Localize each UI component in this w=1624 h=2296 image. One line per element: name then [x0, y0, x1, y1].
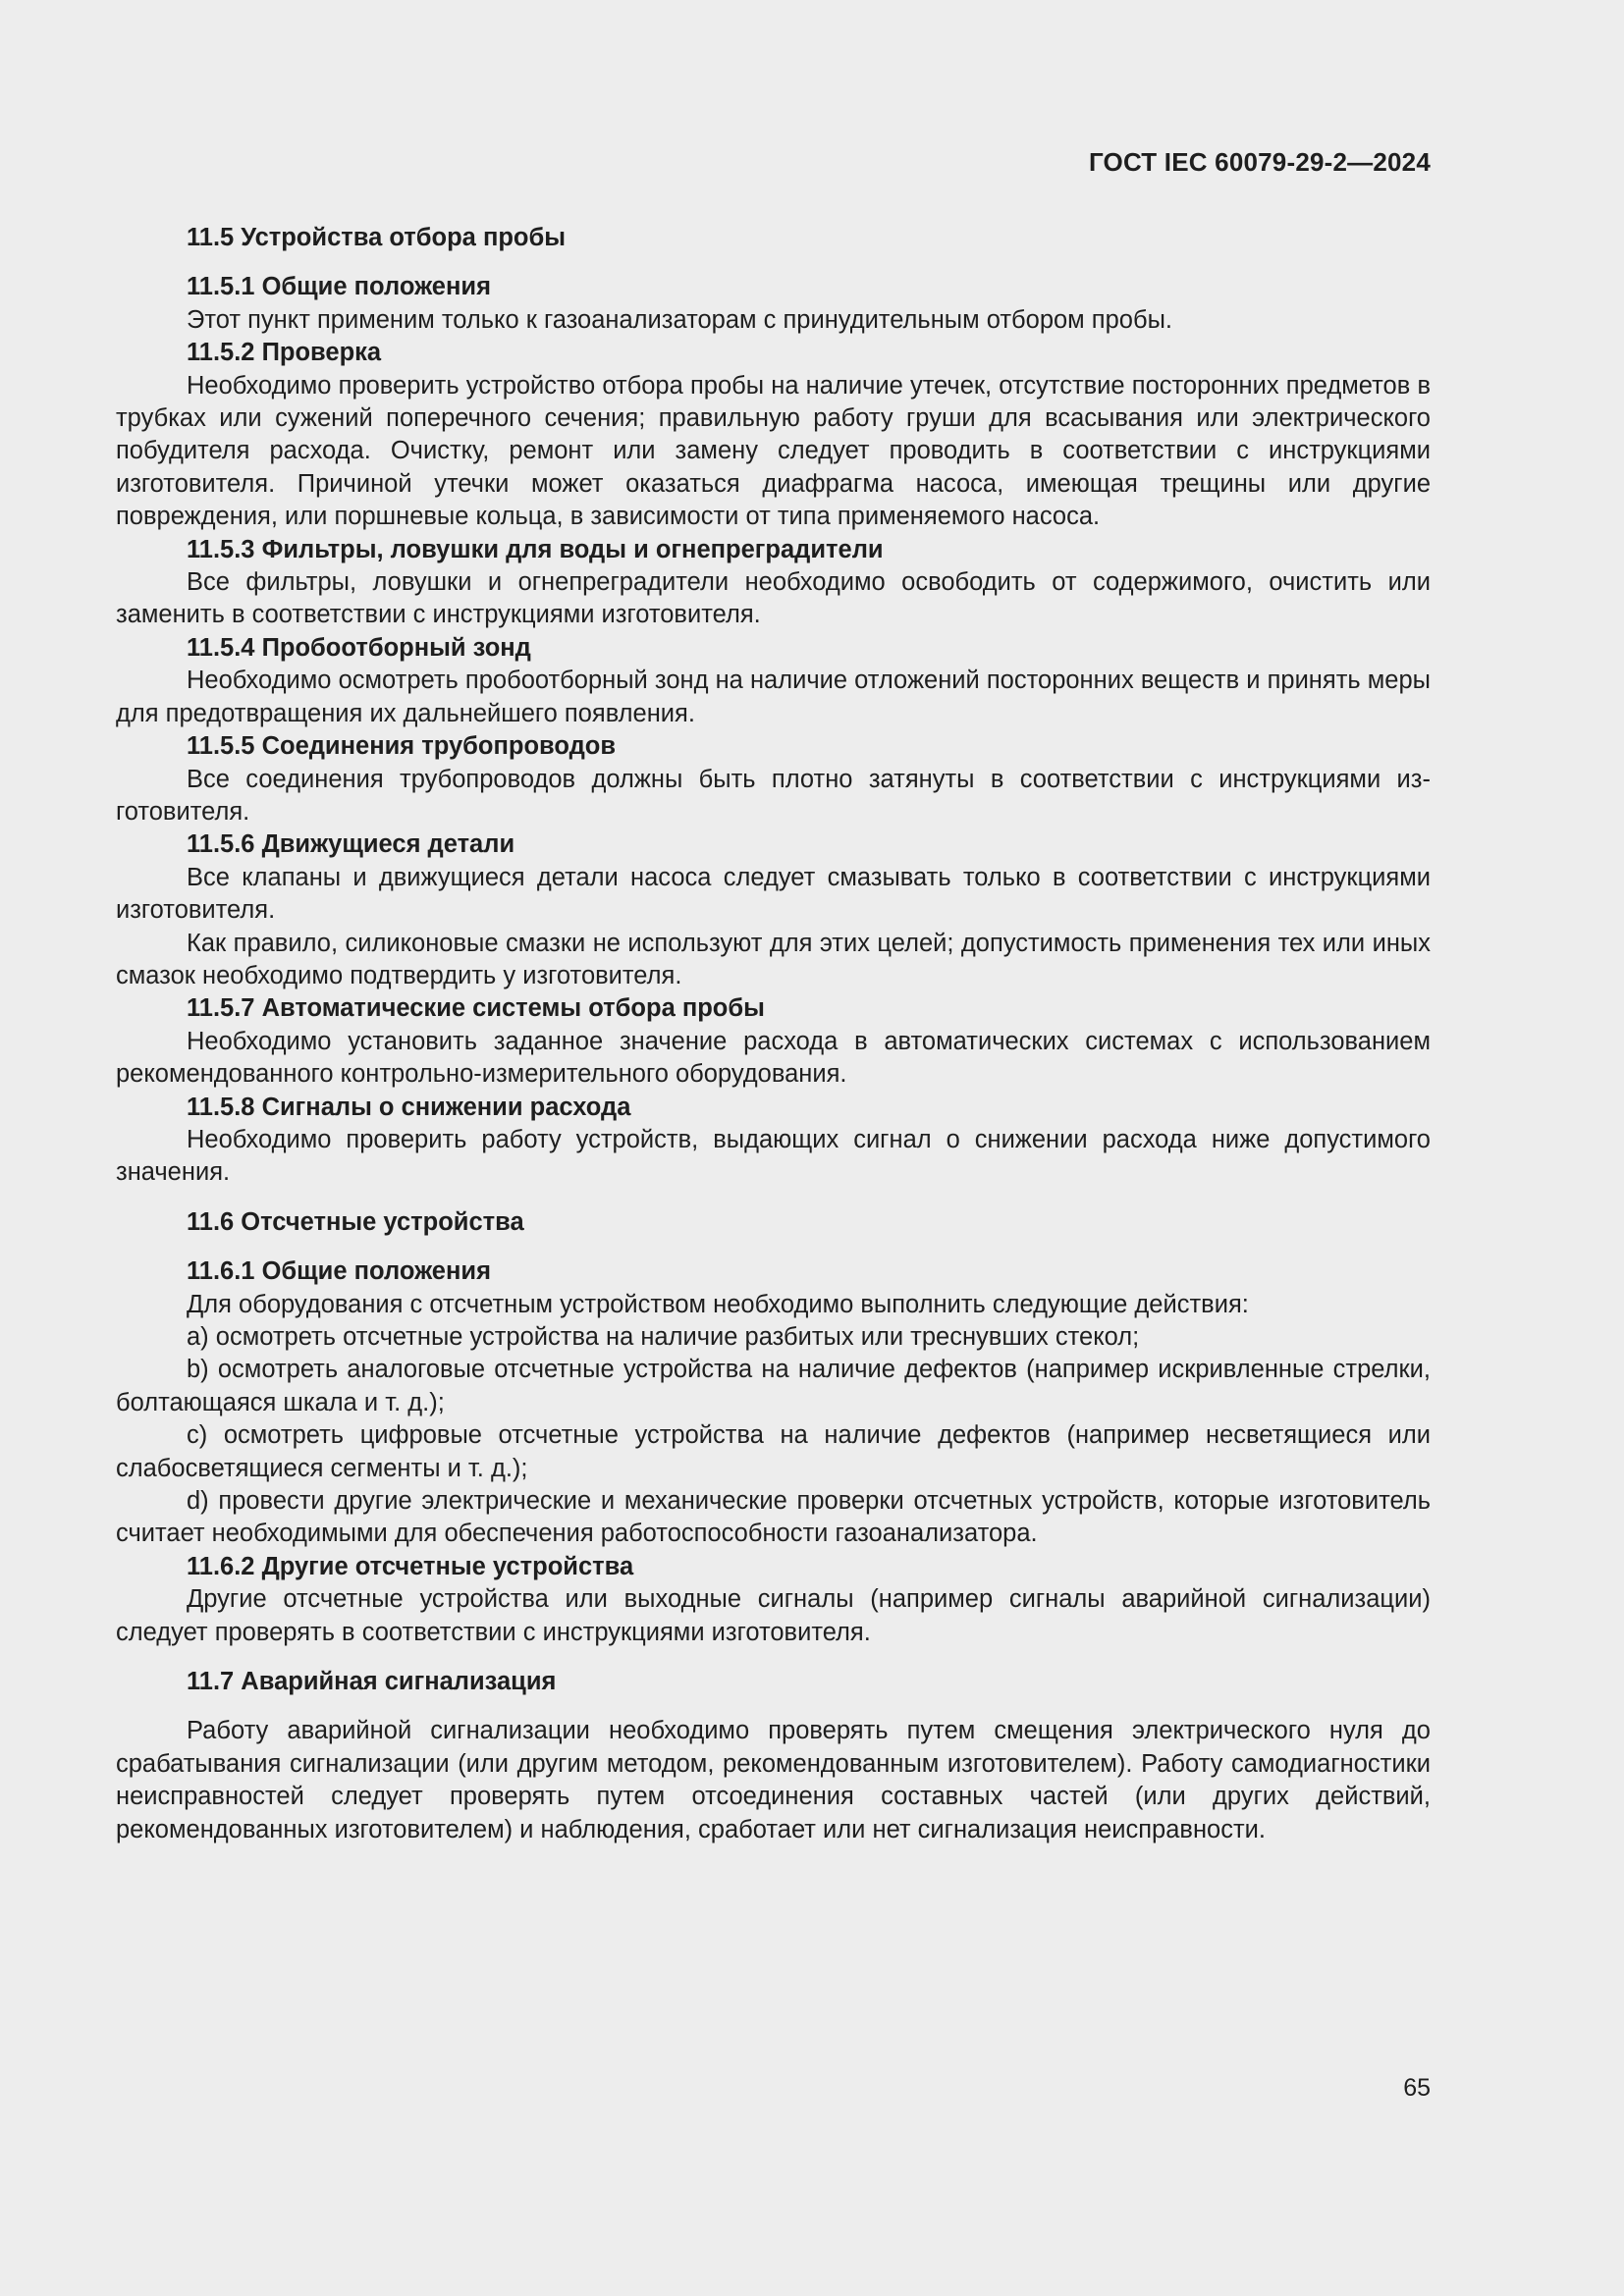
paragraph: Необходимо проверить устройство отбора пробы на наличие утечек, отсутствие посторонних предметов в трубках или сужений поперечного сечения; правильную работу груши для всасывания или электрического побудителя расхода. Очистку, ремонт или замену следует проводить в соответствии с инструкциями изготовителя. Причиной утечки может оказаться диафрагма насоса, имеющая трещины или другие повреждения, или поршневые кольца, в зависимости от типа применяемого насоса.: [116, 371, 1431, 531]
paragraph: Необходимо осмотреть пробоотборный зонд на наличие отложений посторонних веществ и принять меры для предотвращения их дальнейшего появления.: [116, 667, 1431, 727]
paragraph: Работу аварийной сигнализации необходимо проверять путем смещения электрического нуля до срабатывания сигнализации (или другим методом, рекомендованным изготовителем). Работу самодиагностики неисправностей следует проверять путем отсоединения составных частей (или других действий, рекомендованных изготовителем) и наблюдения, сработает или нет сигнализация неисправности.: [116, 1717, 1431, 1843]
paragraph: Этот пункт применим только к газоанализаторам с принудительным отбором пробы.: [187, 305, 1172, 334]
list-item-b: b) осмотреть аналоговые отсчетные устройства на наличие дефектов (например искривленные стрелки, болтающаяся шкала и т. д.);: [116, 1356, 1431, 1416]
page-number: 65: [1403, 2074, 1431, 2102]
paragraph: Все клапаны и движущиеся детали насоса следует смазывать только в соответствии с инструкциями изготовителя.: [116, 863, 1431, 925]
section-11-5-7-title: 11.5.7 Автоматические системы отбора пробы: [187, 994, 765, 1023]
paragraph: Как правило, силиконовые смазки не используют для этих целей; допустимость применения тех или иных смазок необходимо подтвердить у изготовителя.: [116, 929, 1431, 989]
section-11-5-8-title: 11.5.8 Сигналы о снижении расхода: [187, 1093, 631, 1121]
section-11-6-title: 11.6 Отсчетные устройства: [187, 1207, 524, 1236]
section-11-5-3-title: 11.5.3 Фильтры, ловушки для воды и огнепреградители: [187, 535, 884, 563]
section-11-5-2-title: 11.5.2 Проверка: [187, 339, 382, 367]
paragraph: Все соединения трубопроводов должны быть плотно затянуты в соответствии с инструкциями изготовителя.: [116, 765, 1431, 826]
section-11-6-2-title: 11.6.2 Другие отсчетные устройства: [187, 1552, 634, 1580]
paragraph: Необходимо проверить работу устройств, выдающих сигнал о снижении расхода ниже допустимого значения.: [116, 1125, 1431, 1187]
paragraph: Необходимо установить заданное значение расхода в автоматических системах с использованием рекомендованного контрольно-измерительного оборудования.: [116, 1027, 1431, 1089]
section-11-5-5-title: 11.5.5 Соединения трубопроводов: [187, 732, 617, 761]
section-11-5-4-title: 11.5.4 Пробоотборный зонд: [187, 633, 531, 662]
section-11-5-1-title: 11.5.1 Общие положения: [187, 273, 491, 301]
paragraph: Все фильтры, ловушки и огнепреградители необходимо освободить от содержимого, очистить или заменить в соответствии с инструкциями изготовителя.: [116, 568, 1431, 629]
document-body: [116, 222, 1431, 1846]
list-item-c: c) осмотреть цифровые отсчетные устройства на наличие дефектов (например несветящиеся или слабосветящиеся сегменты и т. д.);: [116, 1421, 1431, 1482]
paragraph: Для оборудования с отсчетным устройством необходимо выполнить следующие действия:: [187, 1290, 1249, 1318]
section-11-6-1-title: 11.6.1 Общие положения: [187, 1257, 491, 1286]
list-item-d: d) провести другие электрические и механические проверки отсчетных устройств, которые изготовитель считает необходимыми для обеспечения работоспособности газоанализатора.: [116, 1487, 1431, 1548]
list-item-a: a) осмотреть отсчетные устройства на наличие разбитых или треснувших стекол;: [187, 1323, 1140, 1351]
section-11-5-title: 11.5 Устройства отбора пробы: [187, 224, 567, 251]
standard-code-header: ГОСТ IEC 60079-29-2—2024: [1088, 147, 1431, 177]
section-11-7-title: 11.7 Аварийная сигнализация: [187, 1668, 557, 1696]
paragraph: Другие отсчетные устройства или выходные сигналы (например сигналы аварийной сигнализации) следует проверять в соответствии с инструкциями изготовителя.: [116, 1585, 1431, 1646]
section-11-5-6-title: 11.5.6 Движущиеся детали: [187, 830, 515, 859]
